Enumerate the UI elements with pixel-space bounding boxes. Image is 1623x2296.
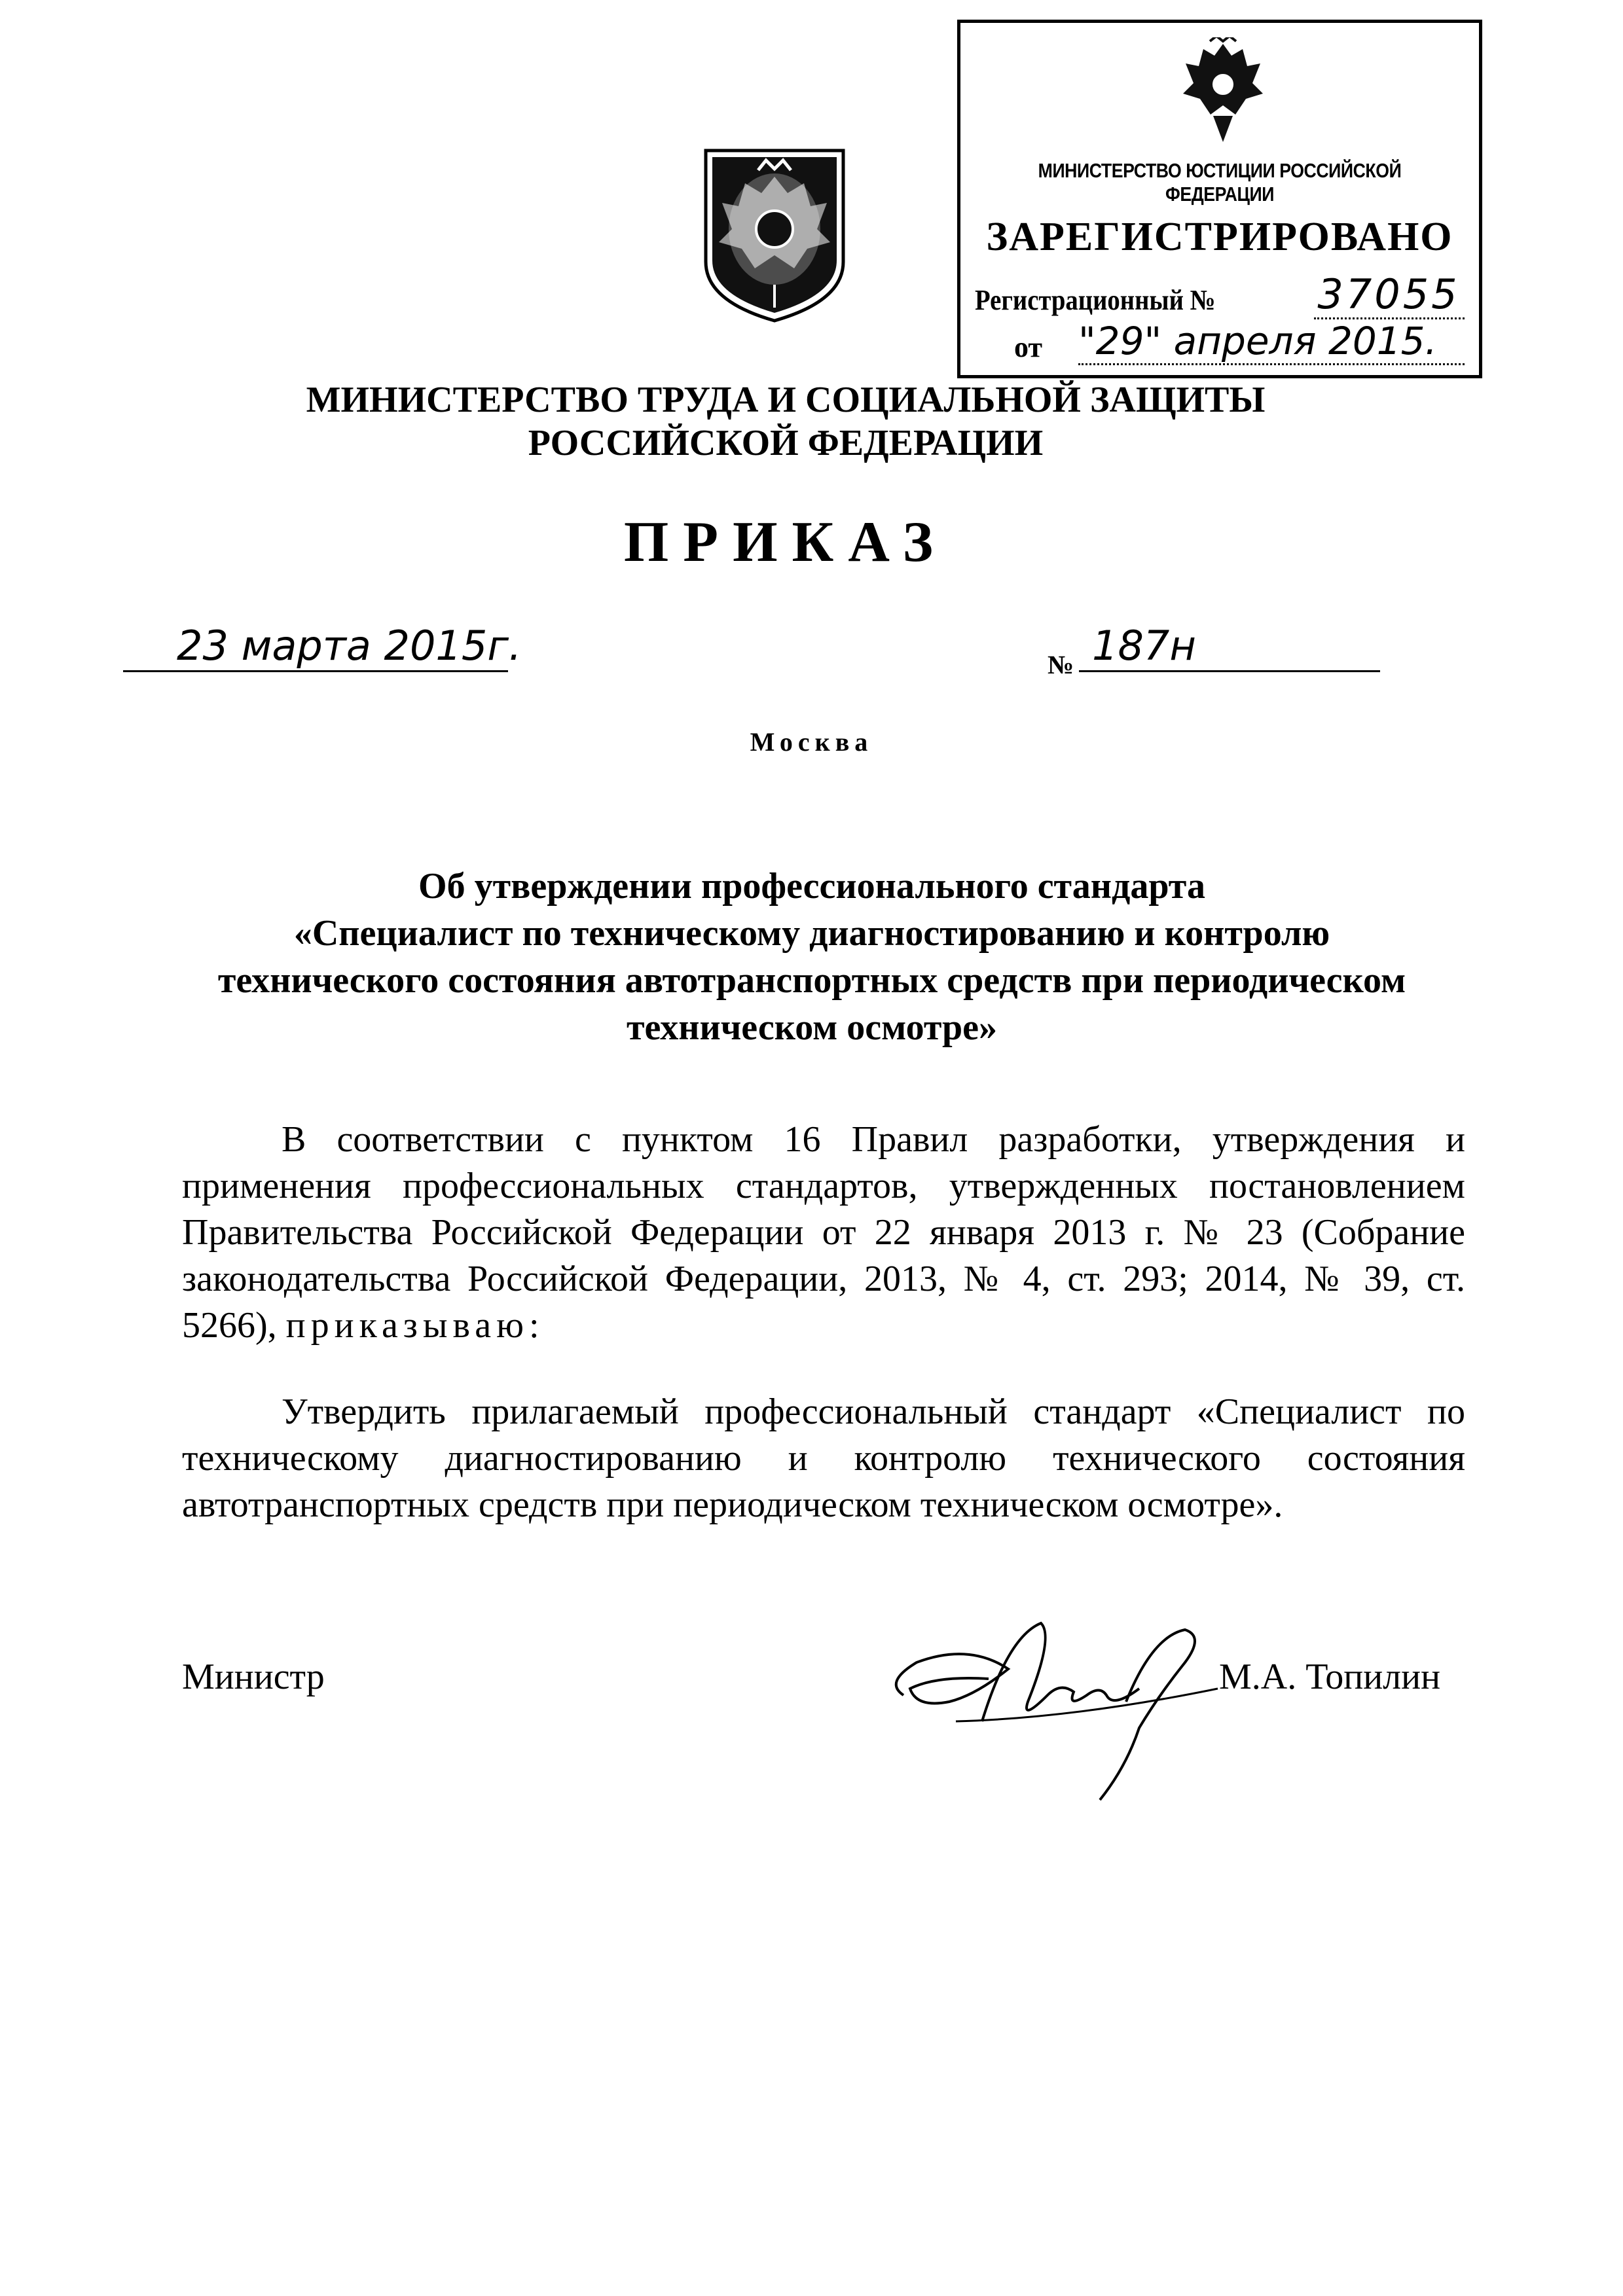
title-line-1: Об утверждении профессионального стандарта <box>418 866 1205 906</box>
body-paragraph-2: Утвердить прилагаемый профессиональный стандарт «Специалист по техническому диагностированию и контролю технического состояния автотранспортных средств при периодическом техническом осмотре». <box>182 1391 1465 1525</box>
registration-number: 37055 <box>1317 270 1460 318</box>
registration-date-label: от <box>1014 331 1043 363</box>
coat-of-arms-icon <box>1174 37 1272 155</box>
document-type: ПРИКАЗ <box>623 511 948 574</box>
order-number-sign: № <box>1048 650 1074 679</box>
title-line-4: техническом осмотре» <box>626 1007 998 1048</box>
handwritten-signature <box>877 1597 1244 1820</box>
order-date: 23 марта 2015г. <box>177 622 522 670</box>
order-date-line <box>123 670 508 672</box>
order-title <box>157 863 1467 1051</box>
signatory-name: М.А. Топилин <box>1219 1657 1441 1697</box>
order-city: Москва <box>750 727 873 757</box>
registration-date: "29" апреля 2015. <box>1078 319 1437 363</box>
registration-date-line <box>1078 363 1465 365</box>
ministry-name <box>262 378 1309 465</box>
order-number-line <box>1079 670 1380 672</box>
registration-stamp <box>957 20 1482 378</box>
title-line-2: «Специалист по техническому диагностированию и контролю <box>293 913 1330 954</box>
title-line-3: технического состояния автотранспортных средств при периодическом <box>217 960 1406 1001</box>
order-number: 187н <box>1092 622 1196 670</box>
order-word: приказываю: <box>285 1305 545 1346</box>
signatory-position: Министр <box>182 1657 325 1697</box>
paragraph-1-text: В соответствии с пунктом 16 Правил разработки, утверждения и применения профессиональных стандартов, утвержденных постановлением Правительства Российской Федерации от 22 января 2013 г. № 23 (Собрание законодательства Российской Федерации, 2013, № 4, ст. 293; 2014, № 39, ст. 5266), <box>182 1119 1465 1346</box>
stamp-organization: МИНИСТЕРСТВО ЮСТИЦИИ РОССИЙСКОЙ ФЕДЕРАЦИИ <box>1038 159 1402 206</box>
body-paragraph-1 <box>182 1117 1465 1349</box>
registration-number-label: Регистрационный № <box>975 284 1216 316</box>
ministry-line-1: МИНИСТЕРСТВО ТРУДА И СОЦИАЛЬНОЙ ЗАЩИТЫ <box>306 380 1266 420</box>
coat-of-arms-icon <box>693 131 856 327</box>
ministry-line-2: РОССИЙСКОЙ ФЕДЕРАЦИИ <box>528 423 1044 463</box>
stamp-status: ЗАРЕГИСТРИРОВАНО <box>986 215 1453 259</box>
